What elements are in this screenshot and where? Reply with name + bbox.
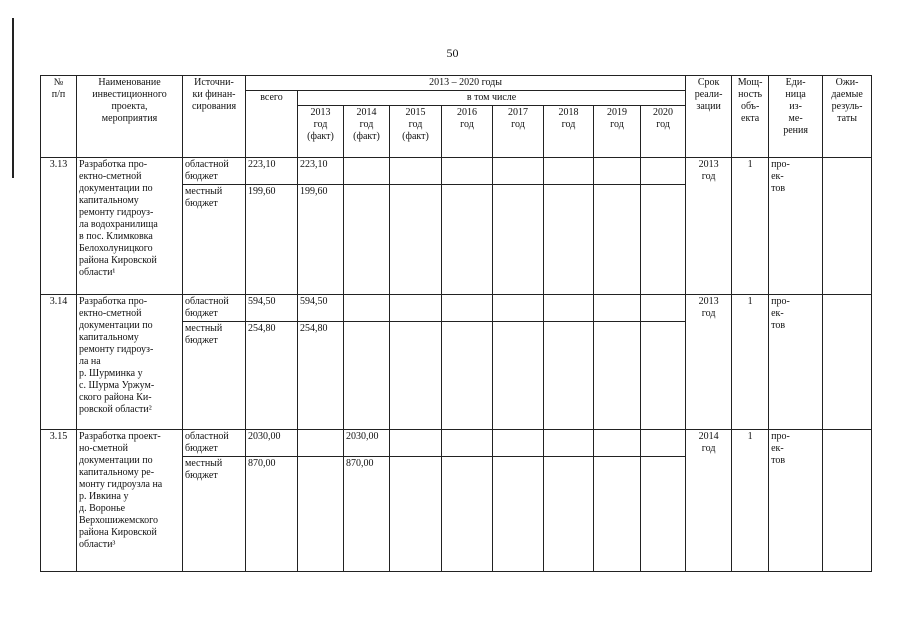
row-results: [823, 158, 872, 295]
header-year-2019: 2019 год: [594, 106, 641, 158]
header-term: Срок реали- зации: [686, 76, 732, 158]
row-total-regional: 2030,00: [246, 430, 298, 457]
binding-line: [12, 18, 14, 178]
row-source-regional: областной бюджет: [183, 430, 246, 457]
header-year-2013: 2013 год (факт): [298, 106, 344, 158]
row-2014-local: [344, 185, 390, 295]
row-num: 3.14: [41, 295, 77, 430]
row-name: Разработка про- ектно-сметной документации по капитальному ремонту гидроуз- ла на р. Шурминка у с. Шурма Уржум- ского района Ки- ровской области²: [77, 295, 183, 430]
row-total-local: 199,60: [246, 185, 298, 295]
row-name: Разработка про- ектно-сметной документации по капитальному ремонту гидроуз- ла водохранилища в пос. Климковка Белохолуницкого района Кировской области¹: [77, 158, 183, 295]
row-term: 2013 год: [686, 295, 732, 430]
row-name: Разработка проект- но-сметной документации по капитальному ре- монту гидроузла на р. Ивкина у д. Воронье Верхошижемского района Кировской области³: [77, 430, 183, 572]
row-unit: про- ек- тов: [769, 295, 823, 430]
row-source-regional: областной бюджет: [183, 295, 246, 322]
row-2014-local: 870,00: [344, 457, 390, 572]
header-results: Ожи- даемые резуль- таты: [823, 76, 872, 158]
row-total-regional: 223,10: [246, 158, 298, 185]
row-capacity: 1: [732, 295, 769, 430]
row-unit: про- ек- тов: [769, 430, 823, 572]
row-2014-regional: 2030,00: [344, 430, 390, 457]
header-year-2020: 2020 год: [641, 106, 686, 158]
row-capacity: 1: [732, 158, 769, 295]
header-including: в том числе: [298, 91, 686, 106]
header-year-2015: 2015 год (факт): [390, 106, 442, 158]
table-row: [41, 295, 872, 322]
header-year-2014: 2014 год (факт): [344, 106, 390, 158]
row-source-local: местный бюджет: [183, 185, 246, 295]
header-unit: Еди- ница из- ме- рения: [769, 76, 823, 158]
row-num: 3.13: [41, 158, 77, 295]
table-row: [41, 158, 872, 185]
header-name: Наименование инвестиционного проекта, мероприятия: [77, 76, 183, 158]
header-year-2018: 2018 год: [544, 106, 594, 158]
investment-table: [40, 75, 872, 572]
row-2013-local: 254,80: [298, 322, 344, 430]
row-results: [823, 295, 872, 430]
row-2014-regional: [344, 295, 390, 322]
row-2014-regional: [344, 158, 390, 185]
row-source-local: местный бюджет: [183, 457, 246, 572]
row-source-regional: областной бюджет: [183, 158, 246, 185]
row-2013-regional: [298, 430, 344, 457]
row-total-local: 254,80: [246, 322, 298, 430]
page-number: 50: [446, 46, 459, 60]
header-year-2017: 2017 год: [493, 106, 544, 158]
row-unit: про- ек- тов: [769, 158, 823, 295]
header-num: № п/п: [41, 76, 77, 158]
header-period: 2013 – 2020 годы: [246, 76, 686, 91]
row-total-local: 870,00: [246, 457, 298, 572]
row-total-regional: 594,50: [246, 295, 298, 322]
row-term: 2013 год: [686, 158, 732, 295]
row-num: 3.15: [41, 430, 77, 572]
row-2013-regional: 223,10: [298, 158, 344, 185]
row-term: 2014 год: [686, 430, 732, 572]
header-source: Источни- ки финан- сирования: [183, 76, 246, 158]
row-2013-regional: 594,50: [298, 295, 344, 322]
header-year-2016: 2016 год: [442, 106, 493, 158]
row-capacity: 1: [732, 430, 769, 572]
row-source-local: местный бюджет: [183, 322, 246, 430]
header-total: всего: [246, 91, 298, 158]
row-results: [823, 430, 872, 572]
row-2013-local: [298, 457, 344, 572]
row-2013-local: 199,60: [298, 185, 344, 295]
header-capacity: Мощ- ность объ- екта: [732, 76, 769, 158]
row-2014-local: [344, 322, 390, 430]
table-row: [41, 430, 872, 457]
